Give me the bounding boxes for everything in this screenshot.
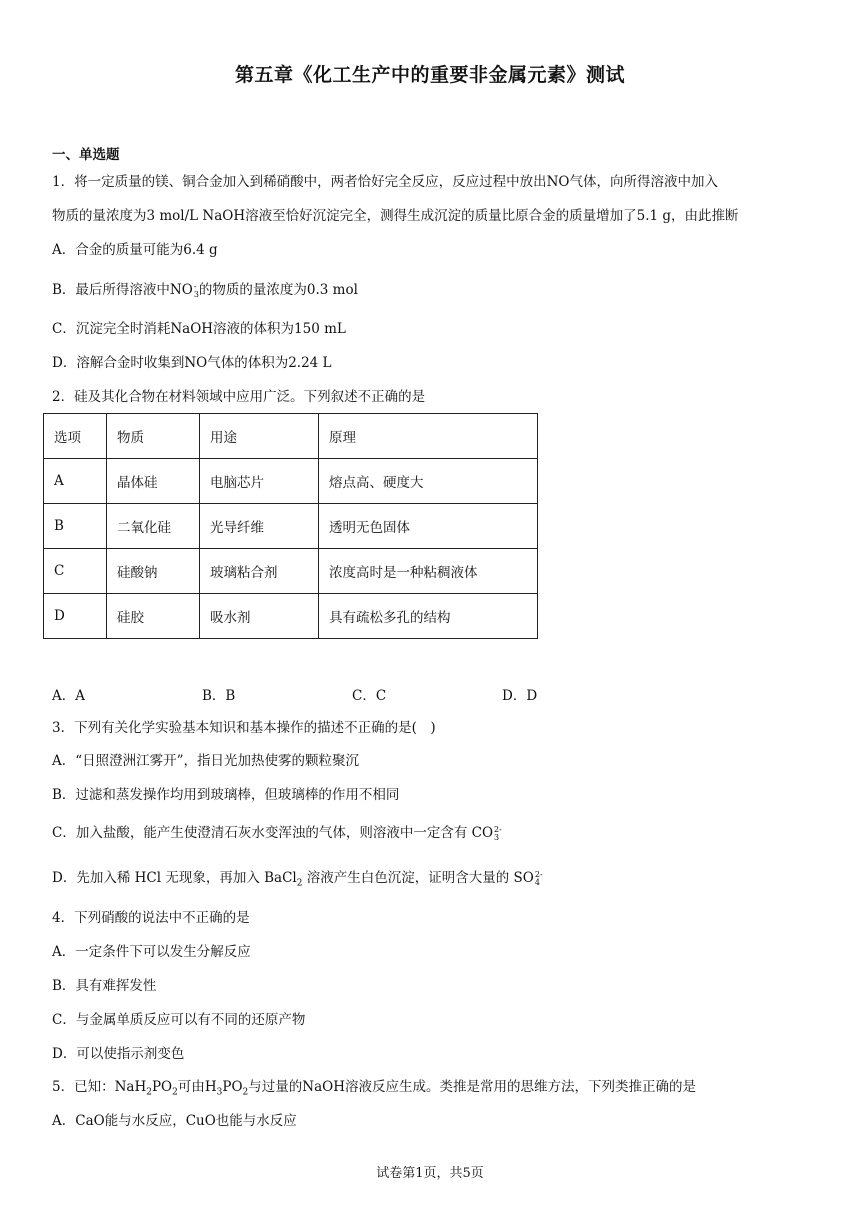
q2-table: [43, 413, 538, 639]
q1-stem-line2: 物质的量浓度为3 mol/L NaOH溶液至恰好沉淀完全，测得生成沉淀的质量比原合金的质量增加了5.1 g，由此推断: [52, 208, 739, 224]
table-header-row: [44, 414, 538, 459]
table-cell: 二氧化硅: [107, 504, 200, 549]
carbonate-ion-script: [494, 826, 502, 842]
carbonate-subscript: 3: [494, 832, 500, 842]
table-cell: 原理: [319, 414, 538, 459]
table-cell: A: [44, 459, 107, 504]
q4-stem: 4．下列硝酸的说法中不正确的是: [52, 910, 250, 926]
table-cell: D: [44, 594, 107, 639]
table-row: [44, 459, 538, 504]
table-cell: 物质: [107, 414, 200, 459]
table-cell: 透明无色固体: [319, 504, 538, 549]
q5-stem-part3: 可由H: [177, 1079, 217, 1095]
q1-option-d: D．溶解合金时收集到NO气体的体积为2.24 L: [52, 355, 332, 371]
table-cell: 浓度高时是一种粘稠液体: [319, 549, 538, 594]
q1-option-b-pre: B．最后所得溶液中NO: [52, 282, 193, 298]
q3-stem: 3．下列有关化学实验基本知识和基本操作的描述不正确的是( ): [52, 720, 436, 736]
table-cell: 用途: [200, 414, 319, 459]
table-cell: C: [44, 549, 107, 594]
q3-option-d: [52, 868, 543, 888]
q3-option-a: A．“日照澄洲江雾开”，指日光加热使雾的颗粒聚沉: [52, 753, 360, 769]
q3-option-c: [52, 823, 502, 843]
q5-option-a: A．CaO能与水反应，CuO也能与水反应: [52, 1113, 297, 1129]
q2-stem: 2．硅及其化合物在材料领域中应用广泛。下列叙述不正确的是: [52, 389, 426, 405]
q5-sub2: 2: [172, 1087, 178, 1098]
table-cell: 晶体硅: [107, 459, 200, 504]
q2-option-a: A．A: [52, 688, 85, 704]
q4-option-b: B．具有难挥发性: [52, 978, 157, 994]
q4-option-d: D．可以使指示剂变色: [52, 1046, 185, 1062]
q5-sub1: 2: [146, 1087, 152, 1098]
q1-option-a: A．合金的质量可能为6.4 g: [52, 242, 218, 258]
q1-option-b: [52, 280, 358, 300]
q4-option-c: C．与金属单质反应可以有不同的还原产物: [52, 1012, 306, 1028]
table-cell: 硅胶: [107, 594, 200, 639]
page-footer: 试卷第1页，共5页: [376, 1166, 484, 1181]
q5-stem-part2: PO: [151, 1079, 173, 1095]
sulfate-charge: 2-: [534, 869, 543, 879]
q3-option-b: B．过滤和蒸发操作均用到玻璃棒，但玻璃棒的作用不相同: [52, 787, 400, 803]
table-cell: 玻璃粘合剂: [200, 549, 319, 594]
q5-sub3: 3: [216, 1087, 223, 1098]
table-cell: B: [44, 504, 107, 549]
sulfate-subscript: 4: [534, 877, 540, 887]
q5-stem: [52, 1077, 696, 1097]
q3-option-d-pre: D．先加入稀 HCl 无现象，再加入 BaCl: [52, 870, 297, 886]
nitrate-subscript: 3: [193, 289, 199, 299]
q3-option-c-text: C．加入盐酸，能产生使澄清石灰水变浑浊的气体，则溶液中一定含有 CO: [52, 825, 494, 841]
section-heading: 一、单选题: [52, 147, 120, 163]
page-title: 第五章《化工生产中的重要非金属元素》测试: [234, 64, 625, 86]
q2-option-d: D．D: [502, 688, 538, 704]
q1-stem-line1: 1．将一定质量的镁、铜合金加入到稀硝酸中，两者恰好完全反应，反应过程中放出NO气体，向所得溶液中加入: [52, 174, 718, 190]
table-cell: 电脑芯片: [200, 459, 319, 504]
table-cell: 硅酸钠: [107, 549, 200, 594]
table-cell: 选项: [44, 414, 107, 459]
carbonate-charge: 2-: [494, 824, 502, 834]
sulfate-ion-script: [535, 871, 543, 887]
q2-option-b: B．B: [202, 688, 236, 704]
nitrate-charge: -: [193, 281, 197, 291]
table-cell: 具有疏松多孔的结构: [319, 594, 538, 639]
q5-stem-part4: PO: [222, 1079, 243, 1095]
table-row: [44, 594, 538, 639]
q4-option-a: A．一定条件下可以发生分解反应: [52, 944, 251, 960]
table-cell: 光导纤维: [200, 504, 319, 549]
bacl2-subscript: 2: [296, 878, 303, 889]
q2-option-c: C．C: [352, 688, 387, 704]
q3-option-d-mid: 溶液产生白色沉淀，证明含大量的 SO: [302, 870, 534, 886]
q1-option-b-post: 的物质的量浓度为0.3 mol: [198, 282, 358, 298]
table-row: [44, 549, 538, 594]
q5-stem-part5: 与过量的NaOH溶液反应生成。类推是常用的思维方法，下列类推正确的是: [248, 1079, 696, 1095]
table-row: [44, 504, 538, 549]
q5-stem-part1: 5．已知：NaH: [52, 1079, 147, 1095]
q5-sub4: 2: [242, 1087, 249, 1098]
q1-option-c: C．沉淀完全时消耗NaOH溶液的体积为150 mL: [52, 321, 346, 337]
table-cell: 熔点高、硬度大: [319, 459, 538, 504]
table-cell: 吸水剂: [200, 594, 319, 639]
